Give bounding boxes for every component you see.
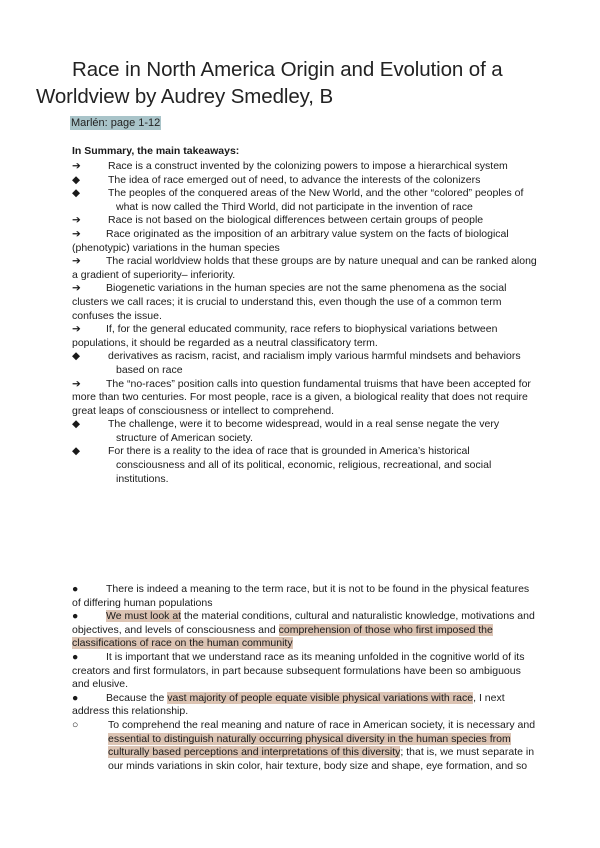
takeaway-text [72,350,540,377]
bullet-list [72,583,540,773]
sub-bullet-item [72,719,540,773]
bullet-dot-icon: ● [72,691,79,704]
highlighted-text: vast majority of people equate visible physical variations with race [167,691,474,704]
takeaway-item [72,187,540,214]
bullet-item [72,692,540,719]
takeaway-item [72,418,540,445]
diamond-icon: ◆ [72,187,81,200]
takeaway-line: The challenge, were it to become widespread, would in a real sense negate the very [108,418,500,431]
highlighted-text: comprehension of those who first imposed the classifications of race on the human community [72,623,493,650]
bullet-dot-icon: ● [72,650,79,663]
title-line-1: Race in North America Origin and Evolution of a [72,58,503,81]
diamond-icon: ◆ [72,445,81,458]
bullet-circle-icon: ○ [72,718,79,731]
bullet-item-text [72,583,540,610]
highlighted-text: essential to distinguish naturally occurring physical diversity in the human species from culturally based perceptions and interpretations of this diversity [108,732,511,759]
bullet-dot-icon: ● [72,610,79,623]
takeaways-list [72,160,540,486]
bullet-item [72,651,540,692]
takeaway-continuation: what is now called the Third World, did not participate in the invention of race [116,200,473,213]
takeaway-line: The peoples of the conquered areas of the New World, and the other “colored” peoples of [108,187,524,200]
takeaway-item [72,255,540,282]
summary-heading: In Summary, the main takeaways: [72,145,240,157]
takeaway-item [72,282,540,323]
bullet-text-segment: There is indeed a meaning to the term race, but it is not to be found in the physical features of differing human populations [72,583,530,609]
bullet-text-segment: , I next address this relationship. [72,691,505,718]
takeaway-continuation: based on race [116,363,183,376]
takeaway-line: derivatives as racism, racist, and racialism imply various harmful mindsets and behaviors [108,350,521,363]
bullet-text-segment: To comprehend the real meaning and nature of race in American society, it is necessary and [108,718,536,731]
author-note: Marlén: page 1-12 [71,117,161,129]
bullet-text-segment: the material conditions, cultural and naturalistic knowledge, motivations and objectives, and levels of consciousness and [72,610,535,636]
highlighted-text: We must look at [106,610,182,623]
takeaway-text [72,160,540,174]
arrow-icon: ➔ [72,377,81,390]
takeaway-item [72,174,540,188]
takeaway-text [72,323,540,350]
arrow-icon: ➔ [72,227,81,240]
takeaway-line: The racial worldview holds that these groups are by nature unequal and can be ranked along a gradient of superiority– inferiority. [72,255,537,281]
bullet-item [72,610,540,651]
title-line-2: Worldview by Audrey Smedley, B [36,85,334,108]
diamond-icon: ◆ [72,418,81,431]
takeaway-line: If, for the general educated community, race refers to biophysical variations between populations, it should be regarded as a neutral classificatory term. [72,323,498,349]
takeaway-item [72,445,540,486]
arrow-icon: ➔ [72,160,81,172]
takeaway-line: The “no-races” position calls into question fundamental truisms that have been accepted for more than two centuries. For most people, race is a given, a biological reality that does not require great leaps of consciousness or intellect to comprehend. [72,377,531,417]
takeaway-text [72,255,540,282]
bullet-dot-icon: ● [72,583,79,595]
takeaway-continuation: structure of American society. [116,431,253,444]
takeaway-text [72,174,540,188]
diamond-icon: ◆ [72,350,81,363]
sub-bullet-item-text [72,719,540,773]
arrow-icon: ➔ [72,214,81,227]
takeaway-text [72,282,540,323]
takeaway-item [72,350,540,377]
takeaway-text [72,214,540,228]
takeaway-item [72,378,540,419]
takeaway-text [72,378,540,419]
takeaway-continuation: consciousness and all of its political, economic, religious, recreational, and social institutions. [116,459,492,485]
arrow-icon: ➔ [72,255,81,268]
bullet-text-segment: Because the [106,691,168,704]
document-title [36,56,576,110]
takeaway-line: Biogenetic variations in the human species are not the same phenomena as the social clusters we call races; it is crucial to understand this, even though the use of a common term confuses the issue. [72,282,507,322]
takeaway-item [72,160,540,174]
diamond-icon: ◆ [72,173,81,186]
takeaway-line: The idea of race emerged out of need, to advance the interests of the colonizers [108,173,481,186]
takeaway-text [72,228,540,255]
bullet-item [72,583,540,610]
takeaway-line: Race is a construct invented by the colonizing powers to impose a hierarchical system [108,160,508,172]
bullet-text-segment: It is important that we understand race as its meaning unfolded in the cognitive world of its creators and first formulators, in part because subsequent formulations have been so ambiguous and elusive. [72,650,525,691]
takeaway-item [72,228,540,255]
takeaway-text [72,187,540,214]
bullet-item-text [72,692,540,719]
bullet-text-segment: ; that is, we must separate in our minds variations in skin color, hair texture, body size and shape, eye formation, and so [108,746,535,772]
bullet-item-text [72,610,540,651]
bullet-item-text [72,651,540,692]
takeaway-line: Race is not based on the biological differences between certain groups of people [108,214,484,227]
takeaway-item [72,323,540,350]
takeaway-item [72,214,540,228]
arrow-icon: ➔ [72,323,81,336]
arrow-icon: ➔ [72,282,81,295]
takeaway-line: Race originated as the imposition of an arbitrary value system on the facts of biological (phenotypic) variations in the human species [72,227,509,254]
takeaway-text [72,418,540,445]
takeaway-text [72,445,540,486]
takeaway-line: For there is a reality to the idea of race that is grounded in America’s historical [108,445,470,458]
